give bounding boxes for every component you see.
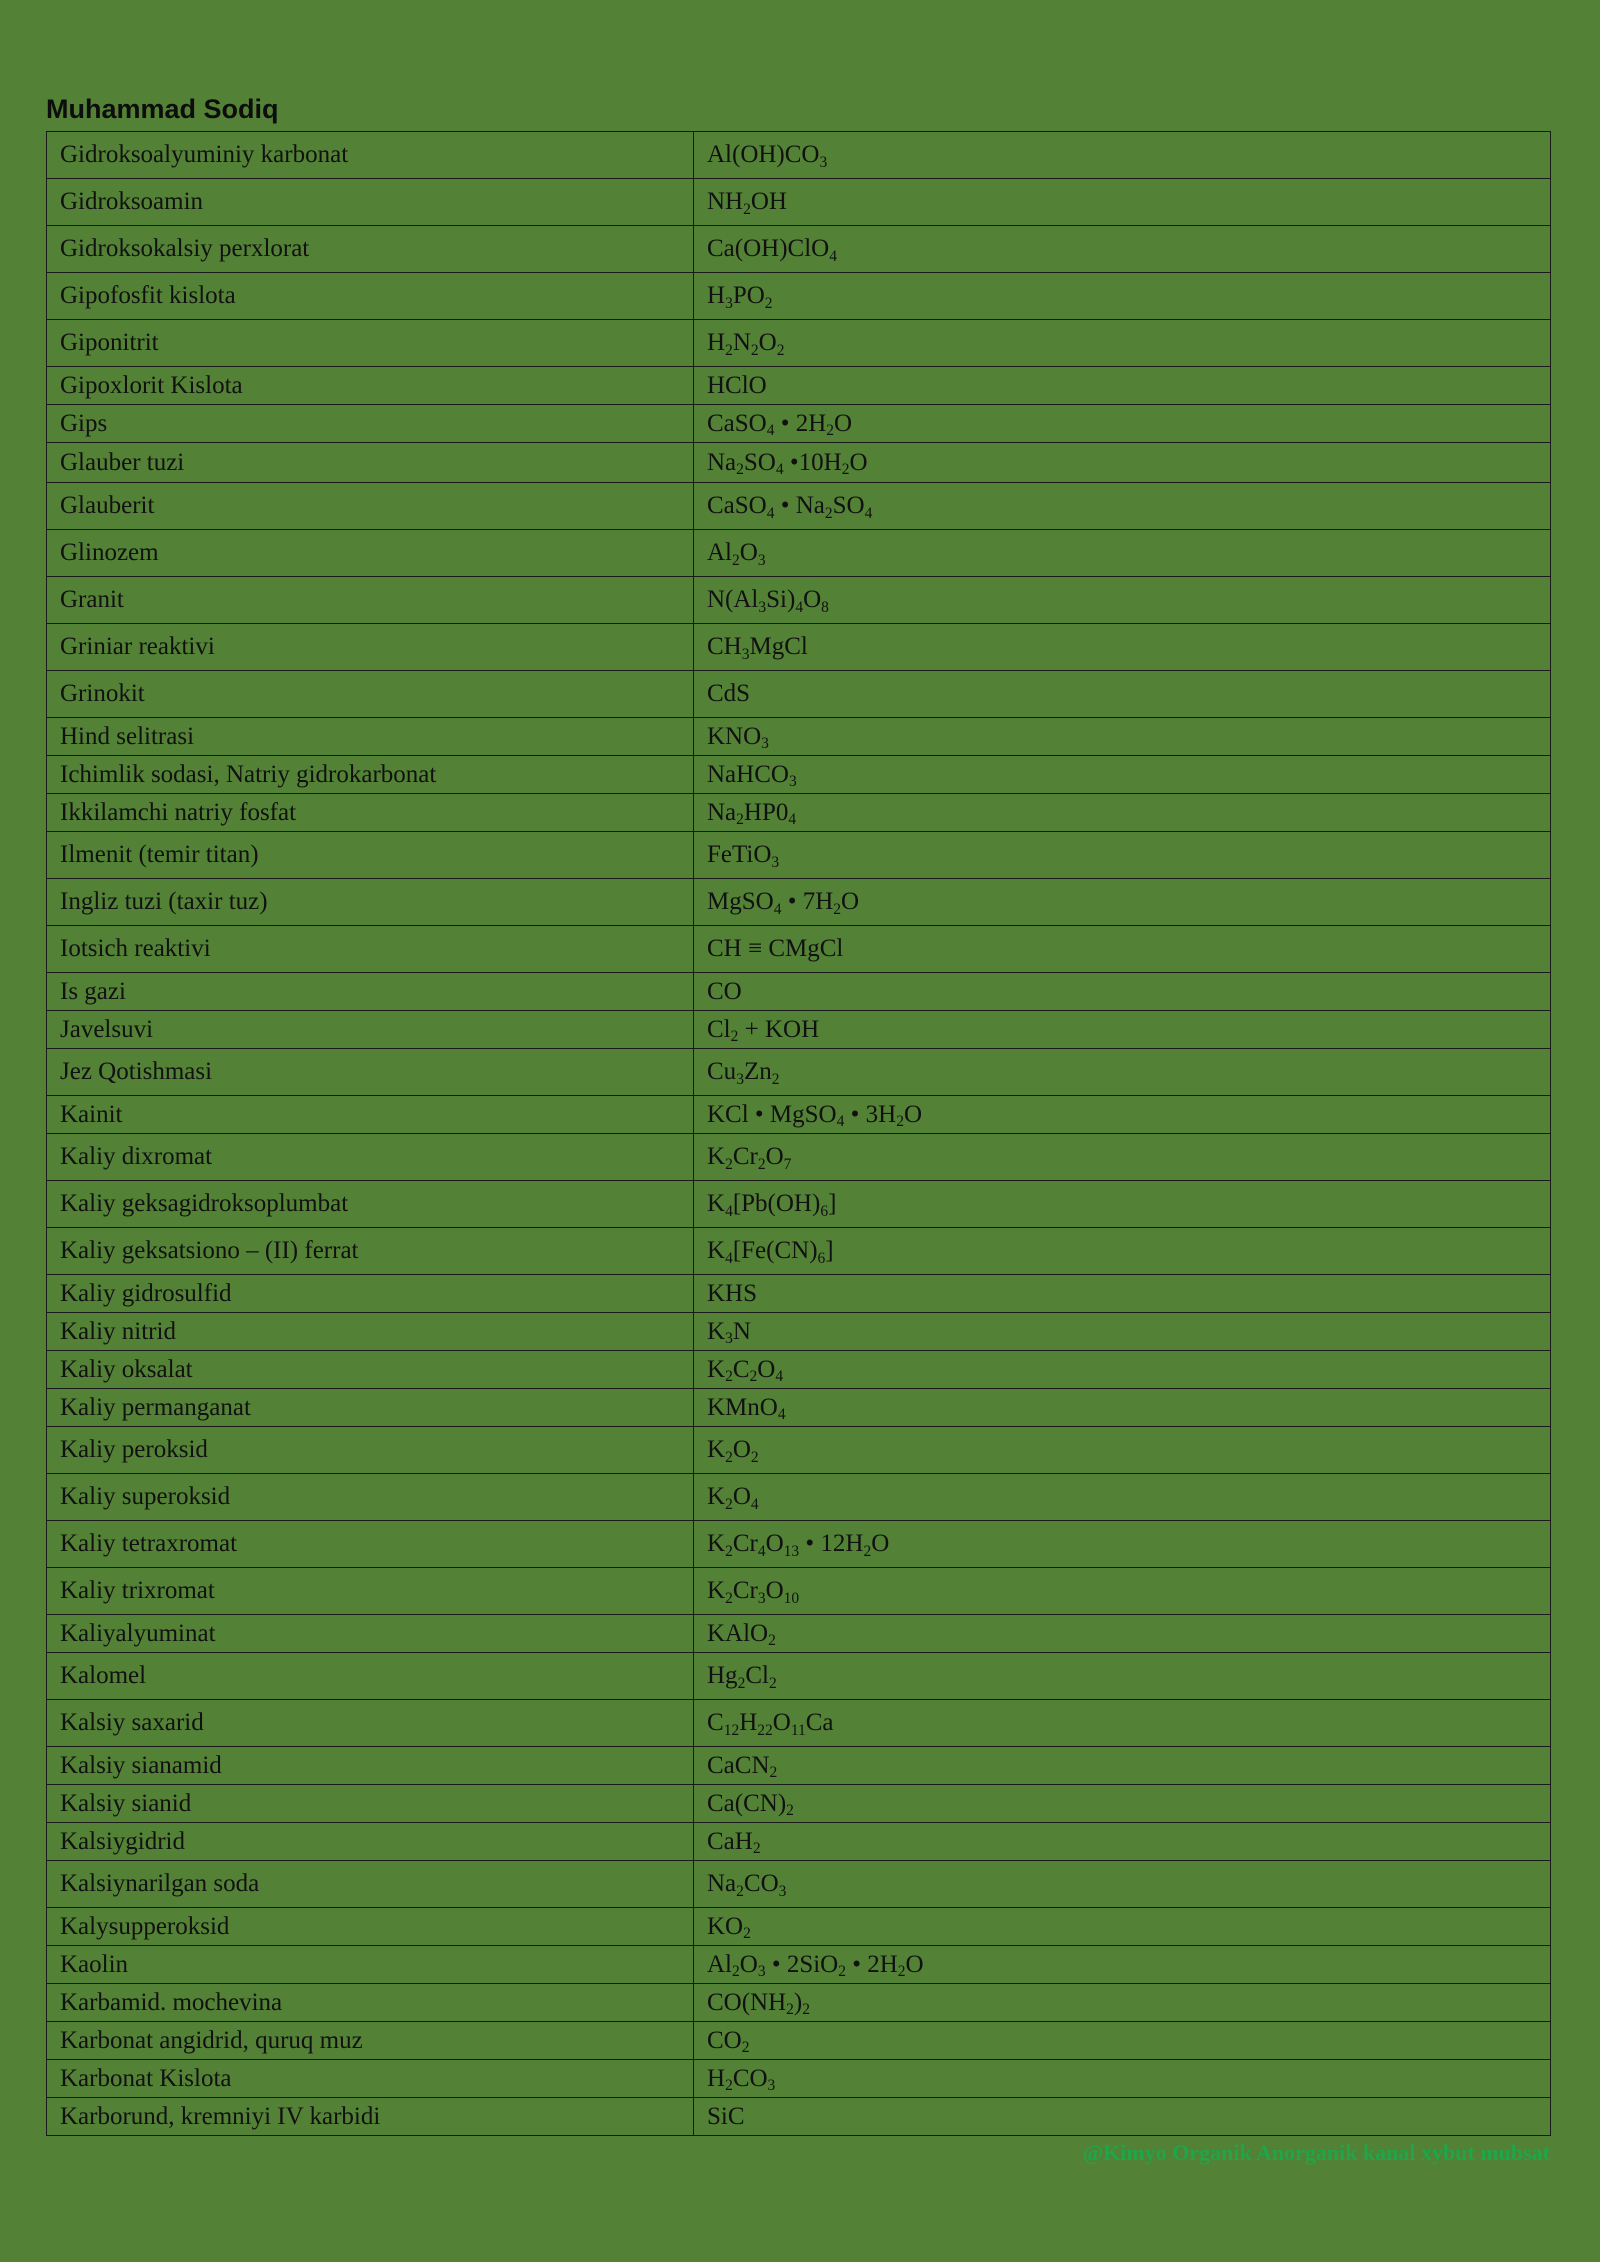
- table-row: [47, 530, 1551, 577]
- table-row: [47, 1823, 1551, 1861]
- compound-name-cell: Gips: [47, 405, 694, 443]
- compound-name-cell: Glauberit: [47, 483, 694, 530]
- compound-formula-cell: $Na_2SO_4$ $•10H_2O$: [694, 443, 1551, 483]
- table-row: [47, 624, 1551, 671]
- compound-formula-cell: $H_2CO_3$: [694, 2060, 1551, 2098]
- compound-name-cell: Kaliy geksatsiono – (II) ferrat: [47, 1228, 694, 1275]
- compound-name-cell: Karbonat angidrid, quruq muz: [47, 2022, 694, 2060]
- compound-name-cell: Kaliy geksagidroksoplumbat: [47, 1181, 694, 1228]
- compound-formula-cell: $CO_2$: [694, 2022, 1551, 2060]
- table-row: [47, 1134, 1551, 1181]
- compound-formula-cell: HClO: [694, 367, 1551, 405]
- compound-formula-cell: CaCN$_2$: [694, 1747, 1551, 1785]
- compound-name-cell: Ikkilamchi natriy fosfat: [47, 794, 694, 832]
- compound-formula-cell: $Hg_2Cl_2$: [694, 1653, 1551, 1700]
- table-row: [47, 1908, 1551, 1946]
- table-row: [47, 1011, 1551, 1049]
- table-row: [47, 718, 1551, 756]
- table-row: [47, 1984, 1551, 2022]
- compound-name-cell: Ingliz tuzi (taxir tuz): [47, 879, 694, 926]
- compound-formula-cell: $K_2Cr_2O_7$: [694, 1134, 1551, 1181]
- table-row: [47, 273, 1551, 320]
- compound-formula-cell: $K_3N$: [694, 1313, 1551, 1351]
- table-row: [47, 2022, 1551, 2060]
- table-row: [47, 1568, 1551, 1615]
- compound-formula-cell: CdS: [694, 671, 1551, 718]
- compound-name-cell: Kaolin: [47, 1946, 694, 1984]
- table-row: [47, 1351, 1551, 1389]
- compound-name-cell: Gidroksokalsiy perxlorat: [47, 226, 694, 273]
- compound-formula-cell: $KO_2$: [694, 1908, 1551, 1946]
- table-row: [47, 1389, 1551, 1427]
- table-row: [47, 132, 1551, 179]
- table-row: [47, 1861, 1551, 1908]
- compound-formula-cell: $Na_2HP0_4$: [694, 794, 1551, 832]
- compound-name-cell: Gipoxlorit Kislota: [47, 367, 694, 405]
- compound-formula-cell: CH ≡ CMgCl: [694, 926, 1551, 973]
- compound-formula-cell: CaSO$_4$ • $Na_2SO_4$: [694, 483, 1551, 530]
- compound-name-cell: Giponitrit: [47, 320, 694, 367]
- compound-formula-cell: $H_3PO_2$: [694, 273, 1551, 320]
- compound-formula-cell: $K_4[Pb(OH)_6]$: [694, 1181, 1551, 1228]
- compound-formula-cell: CO: [694, 973, 1551, 1011]
- compound-name-cell: Karborund, kremniyi IV karbidi: [47, 2098, 694, 2136]
- table-row: [47, 483, 1551, 530]
- table-row: [47, 1181, 1551, 1228]
- compound-formula-cell: $NH_2OH$: [694, 179, 1551, 226]
- table-row: [47, 367, 1551, 405]
- compound-formula-cell: $Ca(CN)_2$: [694, 1785, 1551, 1823]
- compound-formula-cell: $Cl_2$ + KOH: [694, 1011, 1551, 1049]
- compound-name-cell: Kaliy oksalat: [47, 1351, 694, 1389]
- table-row: [47, 443, 1551, 483]
- compound-name-cell: Hind selitrasi: [47, 718, 694, 756]
- table-row: [47, 405, 1551, 443]
- compound-formula-cell: $K_2C_2O_4$: [694, 1351, 1551, 1389]
- compound-formula-cell: $KNO_3$: [694, 718, 1551, 756]
- compound-name-cell: Gipofosfit kislota: [47, 273, 694, 320]
- compound-formula-cell: $CO(NH_2)_2$: [694, 1984, 1551, 2022]
- compound-formula-cell: NaHCO$_3$: [694, 756, 1551, 794]
- table-row: [47, 1427, 1551, 1474]
- table-row: [47, 1946, 1551, 1984]
- compound-formula-cell: $K_2Cr_3O_{10}$: [694, 1568, 1551, 1615]
- compound-formula-cell: $Na_2CO_3$: [694, 1861, 1551, 1908]
- table-row: [47, 320, 1551, 367]
- table-row: [47, 1700, 1551, 1747]
- compound-name-cell: Griniar reaktivi: [47, 624, 694, 671]
- table-row: [47, 832, 1551, 879]
- table-row: [47, 577, 1551, 624]
- table-row: [47, 2098, 1551, 2136]
- table-row: [47, 1474, 1551, 1521]
- table-row: [47, 226, 1551, 273]
- compound-name-cell: Karbonat Kislota: [47, 2060, 694, 2098]
- table-row: [47, 1785, 1551, 1823]
- compound-name-cell: Ilmenit (temir titan): [47, 832, 694, 879]
- compounds-table: [46, 131, 1551, 2136]
- compound-name-cell: Glinozem: [47, 530, 694, 577]
- compound-name-cell: Kalysupperoksid: [47, 1908, 694, 1946]
- compound-formula-cell: $K_2O_2$: [694, 1427, 1551, 1474]
- table-row: [47, 179, 1551, 226]
- table-row: [47, 879, 1551, 926]
- table-row: [47, 794, 1551, 832]
- table-row: [47, 756, 1551, 794]
- compound-name-cell: Ichimlik sodasi, Natriy gidrokarbonat: [47, 756, 694, 794]
- compound-formula-cell: KCl • MgSO$_4$ • $3H_2O$: [694, 1096, 1551, 1134]
- compound-name-cell: Kalsiy sianamid: [47, 1747, 694, 1785]
- footer-note: @Kimyo Organik Anorganik kanal xybut mubsat: [1082, 2140, 1550, 2165]
- compound-name-cell: Kaliy permanganat: [47, 1389, 694, 1427]
- compound-formula-cell: $Cu_3Zn_2$: [694, 1049, 1551, 1096]
- compound-name-cell: Kaliy superoksid: [47, 1474, 694, 1521]
- compound-name-cell: Kaliy trixromat: [47, 1568, 694, 1615]
- table-row: [47, 1313, 1551, 1351]
- compound-formula-cell: $Al_2O_3$: [694, 530, 1551, 577]
- compounds-table-body: [47, 132, 1551, 2136]
- compound-name-cell: Kalomel: [47, 1653, 694, 1700]
- compound-formula-cell: $H_2N_2O_2$: [694, 320, 1551, 367]
- table-row: [47, 1228, 1551, 1275]
- compound-formula-cell: SiC: [694, 2098, 1551, 2136]
- compound-name-cell: Kaliy tetraxromat: [47, 1521, 694, 1568]
- compound-formula-cell: CaSO$_4$ • $2H_2O$: [694, 405, 1551, 443]
- table-row: [47, 1049, 1551, 1096]
- compound-name-cell: Glauber tuzi: [47, 443, 694, 483]
- table-row: [47, 1275, 1551, 1313]
- compound-formula-cell: CaH$_2$: [694, 1823, 1551, 1861]
- compound-formula-cell: $Al_2O_3$ • 2SiO$_2$ • $2H_2O$: [694, 1946, 1551, 1984]
- author-name: Muhammad Sodiq: [46, 94, 279, 124]
- compound-formula-cell: $K_2Cr_4O_{13}$ • $12H_2O$: [694, 1521, 1551, 1568]
- compound-name-cell: Kaliyalyuminat: [47, 1615, 694, 1653]
- compound-formula-cell: KMnO$_4$: [694, 1389, 1551, 1427]
- compound-name-cell: Kalsiynarilgan soda: [47, 1861, 694, 1908]
- table-row: [47, 926, 1551, 973]
- compound-name-cell: Kainit: [47, 1096, 694, 1134]
- compound-formula-cell: Ca(OH)ClO$_4$: [694, 226, 1551, 273]
- compound-name-cell: Kalsiy saxarid: [47, 1700, 694, 1747]
- table-row: [47, 973, 1551, 1011]
- compound-formula-cell: $CH_3MgCl$: [694, 624, 1551, 671]
- table-row: [47, 1096, 1551, 1134]
- compound-name-cell: Jez Qotishmasi: [47, 1049, 694, 1096]
- compound-formula-cell: KHS: [694, 1275, 1551, 1313]
- table-row: [47, 1653, 1551, 1700]
- compound-formula-cell: $K_4[Fe(CN)_6]$: [694, 1228, 1551, 1275]
- compound-formula-cell: $C_{12}H_{22}O_{11}Ca$: [694, 1700, 1551, 1747]
- compound-formula-cell: KAlO$_2$: [694, 1615, 1551, 1653]
- compound-formula-cell: MgSO$_4$ • $7H_2O$: [694, 879, 1551, 926]
- compound-formula-cell: $K_2O_4$: [694, 1474, 1551, 1521]
- compound-name-cell: Granit: [47, 577, 694, 624]
- compound-formula-cell: FeTiO$_3$: [694, 832, 1551, 879]
- compound-name-cell: Kaliy dixromat: [47, 1134, 694, 1181]
- compound-formula-cell: $N(Al_3Si)_4O_8$: [694, 577, 1551, 624]
- table-row: [47, 2060, 1551, 2098]
- compound-name-cell: Gidroksoalyuminiy karbonat: [47, 132, 694, 179]
- table-row: [47, 1747, 1551, 1785]
- compound-name-cell: Javelsuvi: [47, 1011, 694, 1049]
- compound-name-cell: Kaliy peroksid: [47, 1427, 694, 1474]
- compound-name-cell: Kalsiygidrid: [47, 1823, 694, 1861]
- compound-formula-cell: $Al(OH)CO_3$: [694, 132, 1551, 179]
- compound-name-cell: Grinokit: [47, 671, 694, 718]
- compound-name-cell: Kaliy nitrid: [47, 1313, 694, 1351]
- table-row: [47, 1615, 1551, 1653]
- table-row: [47, 1521, 1551, 1568]
- compound-name-cell: Is gazi: [47, 973, 694, 1011]
- compound-name-cell: Kaliy gidrosulfid: [47, 1275, 694, 1313]
- compound-name-cell: Kalsiy sianid: [47, 1785, 694, 1823]
- compound-name-cell: Gidroksoamin: [47, 179, 694, 226]
- table-row: [47, 671, 1551, 718]
- compound-name-cell: Karbamid. mochevina: [47, 1984, 694, 2022]
- compound-name-cell: Iotsich reaktivi: [47, 926, 694, 973]
